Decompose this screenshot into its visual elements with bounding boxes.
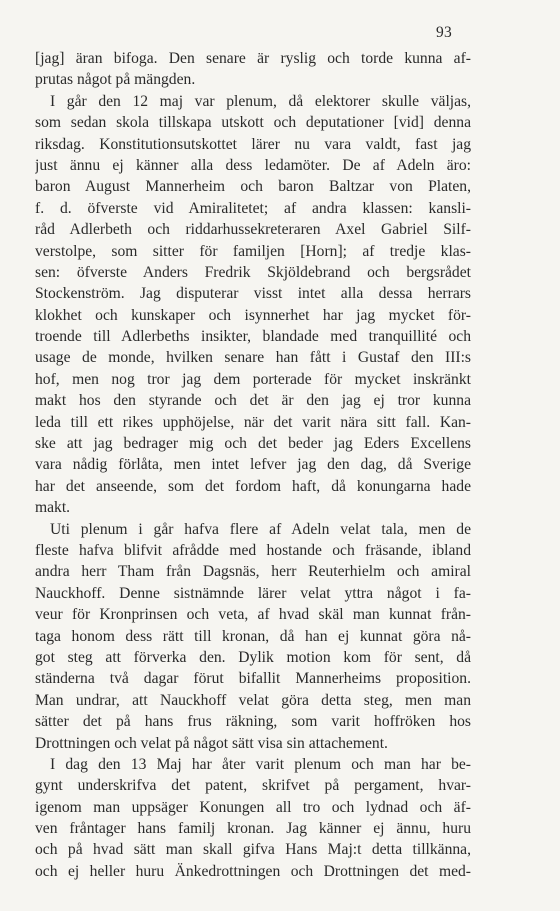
- text-line: och på hvad sätt man skall gifva Hans Maj:t detta tillkänna,: [35, 841, 471, 859]
- text-line: riksdag. Konstitutionsutskottet lärer nu vara valdt, fast jag: [35, 135, 471, 153]
- text-line: usage de monde, hvilken senare han fått i Gustaf den III:s: [35, 349, 471, 367]
- text-line: har det anseende, som det fordom haft, då konungarna hade: [35, 477, 471, 495]
- text-line: fleste hafva blifvit afrådde med hostande och fräsande, ibland: [35, 541, 471, 559]
- text-line: I dag den 13 Maj har åter varit plenum och man har be-: [50, 755, 471, 773]
- text-line: troende till Adlerbeths insikter, blandade med tranquillité och: [35, 328, 471, 346]
- text-line: Stockenström. Jag disputerar visst intet alla dessa herrars: [35, 285, 471, 303]
- text-line: sen: öfverste Anders Fredrik Skjöldebrand och bergsrådet: [35, 263, 471, 281]
- text-line: veur för Kronprinsen och veta, af hvad skäl man kunnat från-: [35, 606, 471, 624]
- text-line: got steg att förverka den. Dylik motion kom för sent, då: [35, 648, 471, 666]
- text-line: makt hos den styrande och det är den jag ej tror kunna: [35, 392, 471, 410]
- text-line: verstolpe, som sitter för familjen [Horn]; af tredje klas-: [35, 242, 471, 260]
- text-line: makt.: [35, 499, 71, 517]
- text-line: Drottningen och velat på något sätt visa sin attachement.: [35, 734, 388, 752]
- text-line: ständerna två dagar förut bifallit Mannerheims proposition.: [35, 670, 471, 688]
- text-line: prutas något på mängden.: [35, 71, 196, 89]
- text-line: Nauckhoff. Denne sistnämnde lärer velat yttra något i fa-: [35, 584, 471, 602]
- text-line: klokhet och kunskaper och isynnerhet har jag mycket för-: [35, 306, 471, 324]
- text-line: Uti plenum i går hafva flere af Adeln velat tala, men de: [50, 520, 471, 538]
- text-line: f. d. öfverste vid Amiralitetet; af andra klassen: kansli-: [35, 199, 471, 217]
- text-line: just ännu ej känner alla dess ledamöter. De af Adeln äro:: [35, 156, 471, 174]
- text-line: Man undrar, att Nauckhoff velat göra detta steg, men man: [35, 691, 471, 709]
- text-line: och ej heller huru Änkedrottningen och Drottningen det med-: [35, 862, 471, 880]
- text-line: [jag] äran bifoga. Den senare är ryslig och torde kunna af-: [35, 50, 471, 67]
- page-number: 93: [436, 24, 453, 41]
- text-line: vara nådig förlåta, men intet lefver jag den dag, då Sverige: [35, 456, 471, 474]
- text-line: taga honom dess rätt till kronan, då han ej kunnat göra nå-: [35, 627, 471, 645]
- text-line: sätter det på hans frus räkning, som varit hoffröken hos: [35, 713, 471, 731]
- text-line: baron August Mannerheim och baron Baltzar von Platen,: [35, 178, 471, 196]
- text-line: I går den 12 maj var plenum, då elektorer skulle väljas,: [50, 92, 471, 110]
- text-line: råd Adlerbeth och riddarhussekreteraren Axel Gabriel Silf-: [35, 221, 471, 239]
- text-line: som sedan skola tillskapa utskott och deputationer [vid] denna: [35, 114, 471, 132]
- text-line: andra herr Tham från Dagsnäs, herr Reuterhielm och amiral: [35, 563, 471, 581]
- text-line: ven fråntager hans familj kronan. Jag känner ej ännu, huru: [35, 820, 471, 838]
- text-line: igenom man uppsäger Konungen all tro och lydnad och äf-: [35, 798, 471, 816]
- text-line: leda till ett rikes upphöjelse, när det varit nära sitt fall. Kan-: [35, 413, 471, 431]
- body-text: [35, 48, 471, 882]
- text-line: ske att jag bedrager mig och det beder jag Eders Excellens: [35, 435, 471, 453]
- text-line: hof, men nog tror jag dem porterade för mycket inskränkt: [35, 370, 471, 388]
- text-line: gynt underskrifva det patent, skrifvet på pergament, hvar-: [35, 777, 471, 795]
